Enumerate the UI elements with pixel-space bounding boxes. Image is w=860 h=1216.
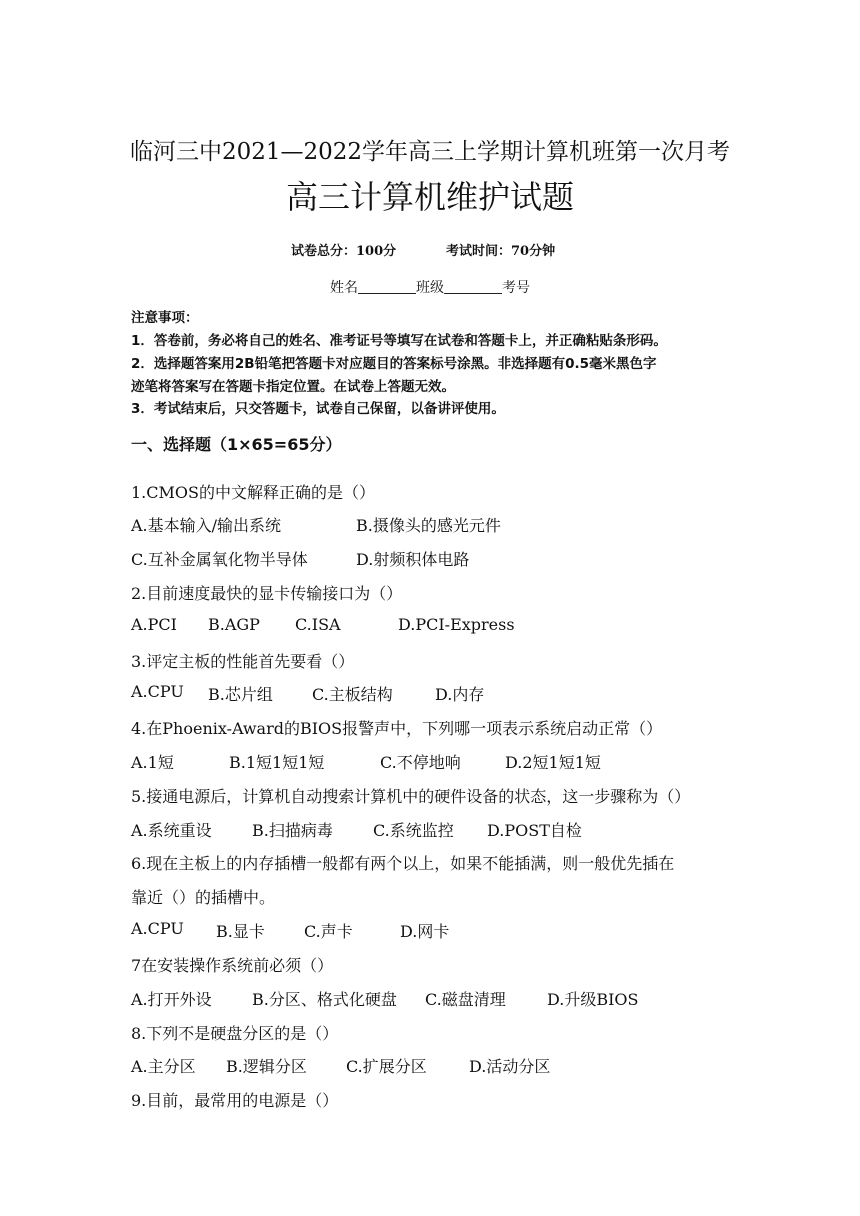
option: B.扫描病毒 bbox=[252, 821, 333, 840]
option: C.系统监控 bbox=[373, 821, 454, 840]
question-stem: 4.在Phoenix-Award的BIOS报警声中，下列哪一项表示系统启动正常（） bbox=[131, 719, 663, 738]
exam-time: 考试时间：70分钟 bbox=[446, 244, 556, 259]
exam-title-line2: 高三计算机维护试题 bbox=[285, 178, 574, 216]
option: C.互补金属氧化物半导体 bbox=[131, 550, 308, 569]
question-stem: 6.现在主板上的内存插槽一般都有两个以上，如果不能插满，则一般优先插在 bbox=[131, 854, 675, 873]
option: A.基本输入/输出系统 bbox=[131, 516, 282, 535]
option: A.CPU bbox=[131, 919, 184, 938]
option: D.活动分区 bbox=[469, 1057, 551, 1076]
question-stem: 2.目前速度最快的显卡传输接口为（） bbox=[131, 584, 403, 603]
name-label: 姓名 bbox=[330, 280, 358, 296]
question-stem: 靠近（）的插槽中。 bbox=[131, 888, 276, 907]
option: A.系统重设 bbox=[131, 821, 212, 840]
question-stem: 8.下列不是硬盘分区的是（） bbox=[131, 1024, 339, 1043]
class-label: 班级 bbox=[416, 280, 444, 296]
student-info-line bbox=[0, 277, 860, 297]
option: C.磁盘清理 bbox=[425, 990, 506, 1009]
total-score: 试卷总分：100分 bbox=[291, 244, 397, 259]
option: B.摄像头的感光元件 bbox=[356, 516, 501, 535]
option: D.POST自检 bbox=[487, 821, 582, 840]
section-title: 一、选择题（1×65=65分） bbox=[131, 435, 342, 454]
option: A.PCI bbox=[131, 615, 177, 634]
exam-no-label: 考号 bbox=[502, 280, 530, 296]
option: D.射频积体电路 bbox=[356, 550, 470, 569]
question-stem: 7在安装操作系统前必须（） bbox=[131, 956, 334, 975]
option: D.内存 bbox=[435, 685, 485, 704]
option: B.逻辑分区 bbox=[226, 1057, 307, 1076]
option: C.声卡 bbox=[304, 922, 353, 941]
option: A.打开外设 bbox=[131, 990, 212, 1009]
option: B.芯片组 bbox=[208, 685, 273, 704]
option: D.升级BIOS bbox=[547, 990, 639, 1009]
option: A.主分区 bbox=[131, 1057, 196, 1076]
option: B.显卡 bbox=[216, 922, 265, 941]
notice-item: 2．选择题答案用2B铅笔把答题卡对应题目的答案标号涂黑。非选择题有0.5毫米黑色字 bbox=[131, 356, 657, 372]
option: A.1短 bbox=[131, 753, 174, 772]
option: D.网卡 bbox=[400, 922, 450, 941]
notice-item: 1．答卷前，务必将自己的姓名、准考证号等填写在试卷和答题卡上，并正确粘贴条形码。 bbox=[131, 333, 667, 349]
option: C.不停地响 bbox=[380, 753, 461, 772]
question-stem: 3.评定主板的性能首先要看（） bbox=[131, 652, 355, 671]
option: B.分区、格式化硬盘 bbox=[252, 990, 397, 1009]
option: B.1短1短1短 bbox=[229, 753, 325, 772]
option: B.AGP bbox=[208, 615, 260, 634]
notice-title: 注意事项： bbox=[131, 310, 199, 326]
notice-item: 3．考试结束后，只交答题卡，试卷自己保留，以备讲评使用。 bbox=[131, 401, 505, 417]
exam-title-line1: 临河三中2021—2022学年高三上学期计算机班第一次月考 bbox=[129, 139, 731, 165]
option: A.CPU bbox=[131, 682, 184, 701]
question-stem: 5.接通电源后，计算机自动搜索计算机中的硬件设备的状态，这一步骤称为（） bbox=[131, 787, 691, 806]
option: D.2短1短1短 bbox=[505, 753, 601, 772]
question-stem: 1.CMOS的中文解释正确的是（） bbox=[131, 483, 375, 502]
notice-item: 迹笔将答案写在答题卡指定位置。在试卷上答题无效。 bbox=[131, 379, 455, 395]
option: C.主板结构 bbox=[312, 685, 393, 704]
class-blank bbox=[444, 279, 502, 294]
question-stem: 9.目前，最常用的电源是（） bbox=[131, 1091, 339, 1110]
option: D.PCI-Express bbox=[398, 615, 515, 634]
name-blank bbox=[358, 279, 416, 294]
option: C.ISA bbox=[295, 615, 341, 634]
option: C.扩展分区 bbox=[346, 1057, 427, 1076]
